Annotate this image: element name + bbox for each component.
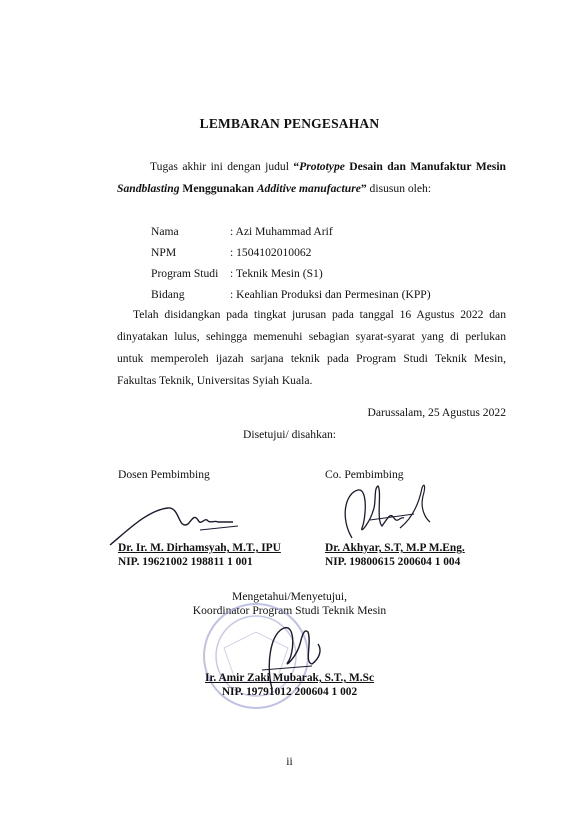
- identity-value: : Teknik Mesin (S1): [230, 267, 323, 280]
- approved-label: Disetujui/ disahkan:: [242, 428, 337, 441]
- identity-value: : 1504102010062: [230, 246, 312, 259]
- coordinator-nip: NIP. 19791012 200604 1 002: [221, 686, 358, 698]
- place-date: Darussalam, 25 Agustus 2022: [367, 406, 506, 419]
- identity-label: NPM: [151, 246, 177, 259]
- coordinator-line-1: Mengetahui/Menyetujui,: [232, 590, 347, 603]
- advisor-name: Dr. Ir. M. Dirhamsyah, M.T., IPU: [118, 542, 281, 554]
- advisor-label: Dosen Pembimbing: [118, 468, 210, 481]
- identity-row-name: [151, 221, 431, 242]
- identity-label: Program Studi: [151, 267, 219, 280]
- advisor-nip: NIP. 19621002 198811 1 001: [118, 556, 253, 568]
- thesis-title-part-5: Additive manufacture: [256, 182, 361, 195]
- page-number: ii: [286, 755, 293, 768]
- coordinator-line-2: Koordinator Program Studi Teknik Mesin: [192, 604, 387, 617]
- intro-paragraph: [117, 156, 506, 200]
- open-quote: “: [293, 160, 300, 173]
- thesis-title-part-1: Prototype: [299, 160, 345, 173]
- co-advisor-nip: NIP. 19800615 200604 1 004: [325, 556, 461, 568]
- identity-label: Nama: [151, 225, 179, 238]
- approval-text: Telah disidangkan pada tingkat jurusan pada tanggal 16 Agustus 2022 dan dinyatakan lulus, sehingga memenuhi sebagian syarat-syarat yang di perlukan untuk memperoleh ijazah sarjana teknik pada Program Studi Teknik Mesin, Fakultas Teknik, Universitas Syiah Kuala.: [117, 308, 506, 387]
- identity-row-program: [151, 263, 431, 284]
- identity-row-field: [151, 284, 431, 305]
- close-quote: ”: [360, 182, 367, 195]
- intro-prefix: Tugas akhir ini dengan judul: [150, 160, 294, 173]
- thesis-title-part-3: Sandblasting: [117, 182, 180, 195]
- identity-value: : Keahlian Produksi dan Permesinan (KPP): [230, 288, 431, 301]
- thesis-title-part-2: Desain dan Manufaktur Mesin: [344, 160, 506, 173]
- coordinator-name: Ir. Amir Zaki Mubarak, S.T., M.Sc: [204, 672, 375, 684]
- thesis-title-part-4: Menggunakan: [179, 182, 257, 195]
- identity-row-npm: [151, 242, 431, 263]
- identity-label: Bidang: [151, 288, 185, 301]
- student-identity: [151, 221, 431, 305]
- identity-value: : Azi Muhammad Arif: [230, 225, 333, 238]
- approval-paragraph: [117, 304, 506, 392]
- co-advisor-label: Co. Pembimbing: [325, 468, 404, 481]
- page-title: LEMBARAN PENGESAHAN: [199, 116, 380, 131]
- co-advisor-name: Dr. Akhyar, S.T, M.P M.Eng.: [325, 542, 465, 554]
- co-advisor-signature: [330, 478, 440, 548]
- intro-suffix: disusun oleh:: [366, 182, 432, 195]
